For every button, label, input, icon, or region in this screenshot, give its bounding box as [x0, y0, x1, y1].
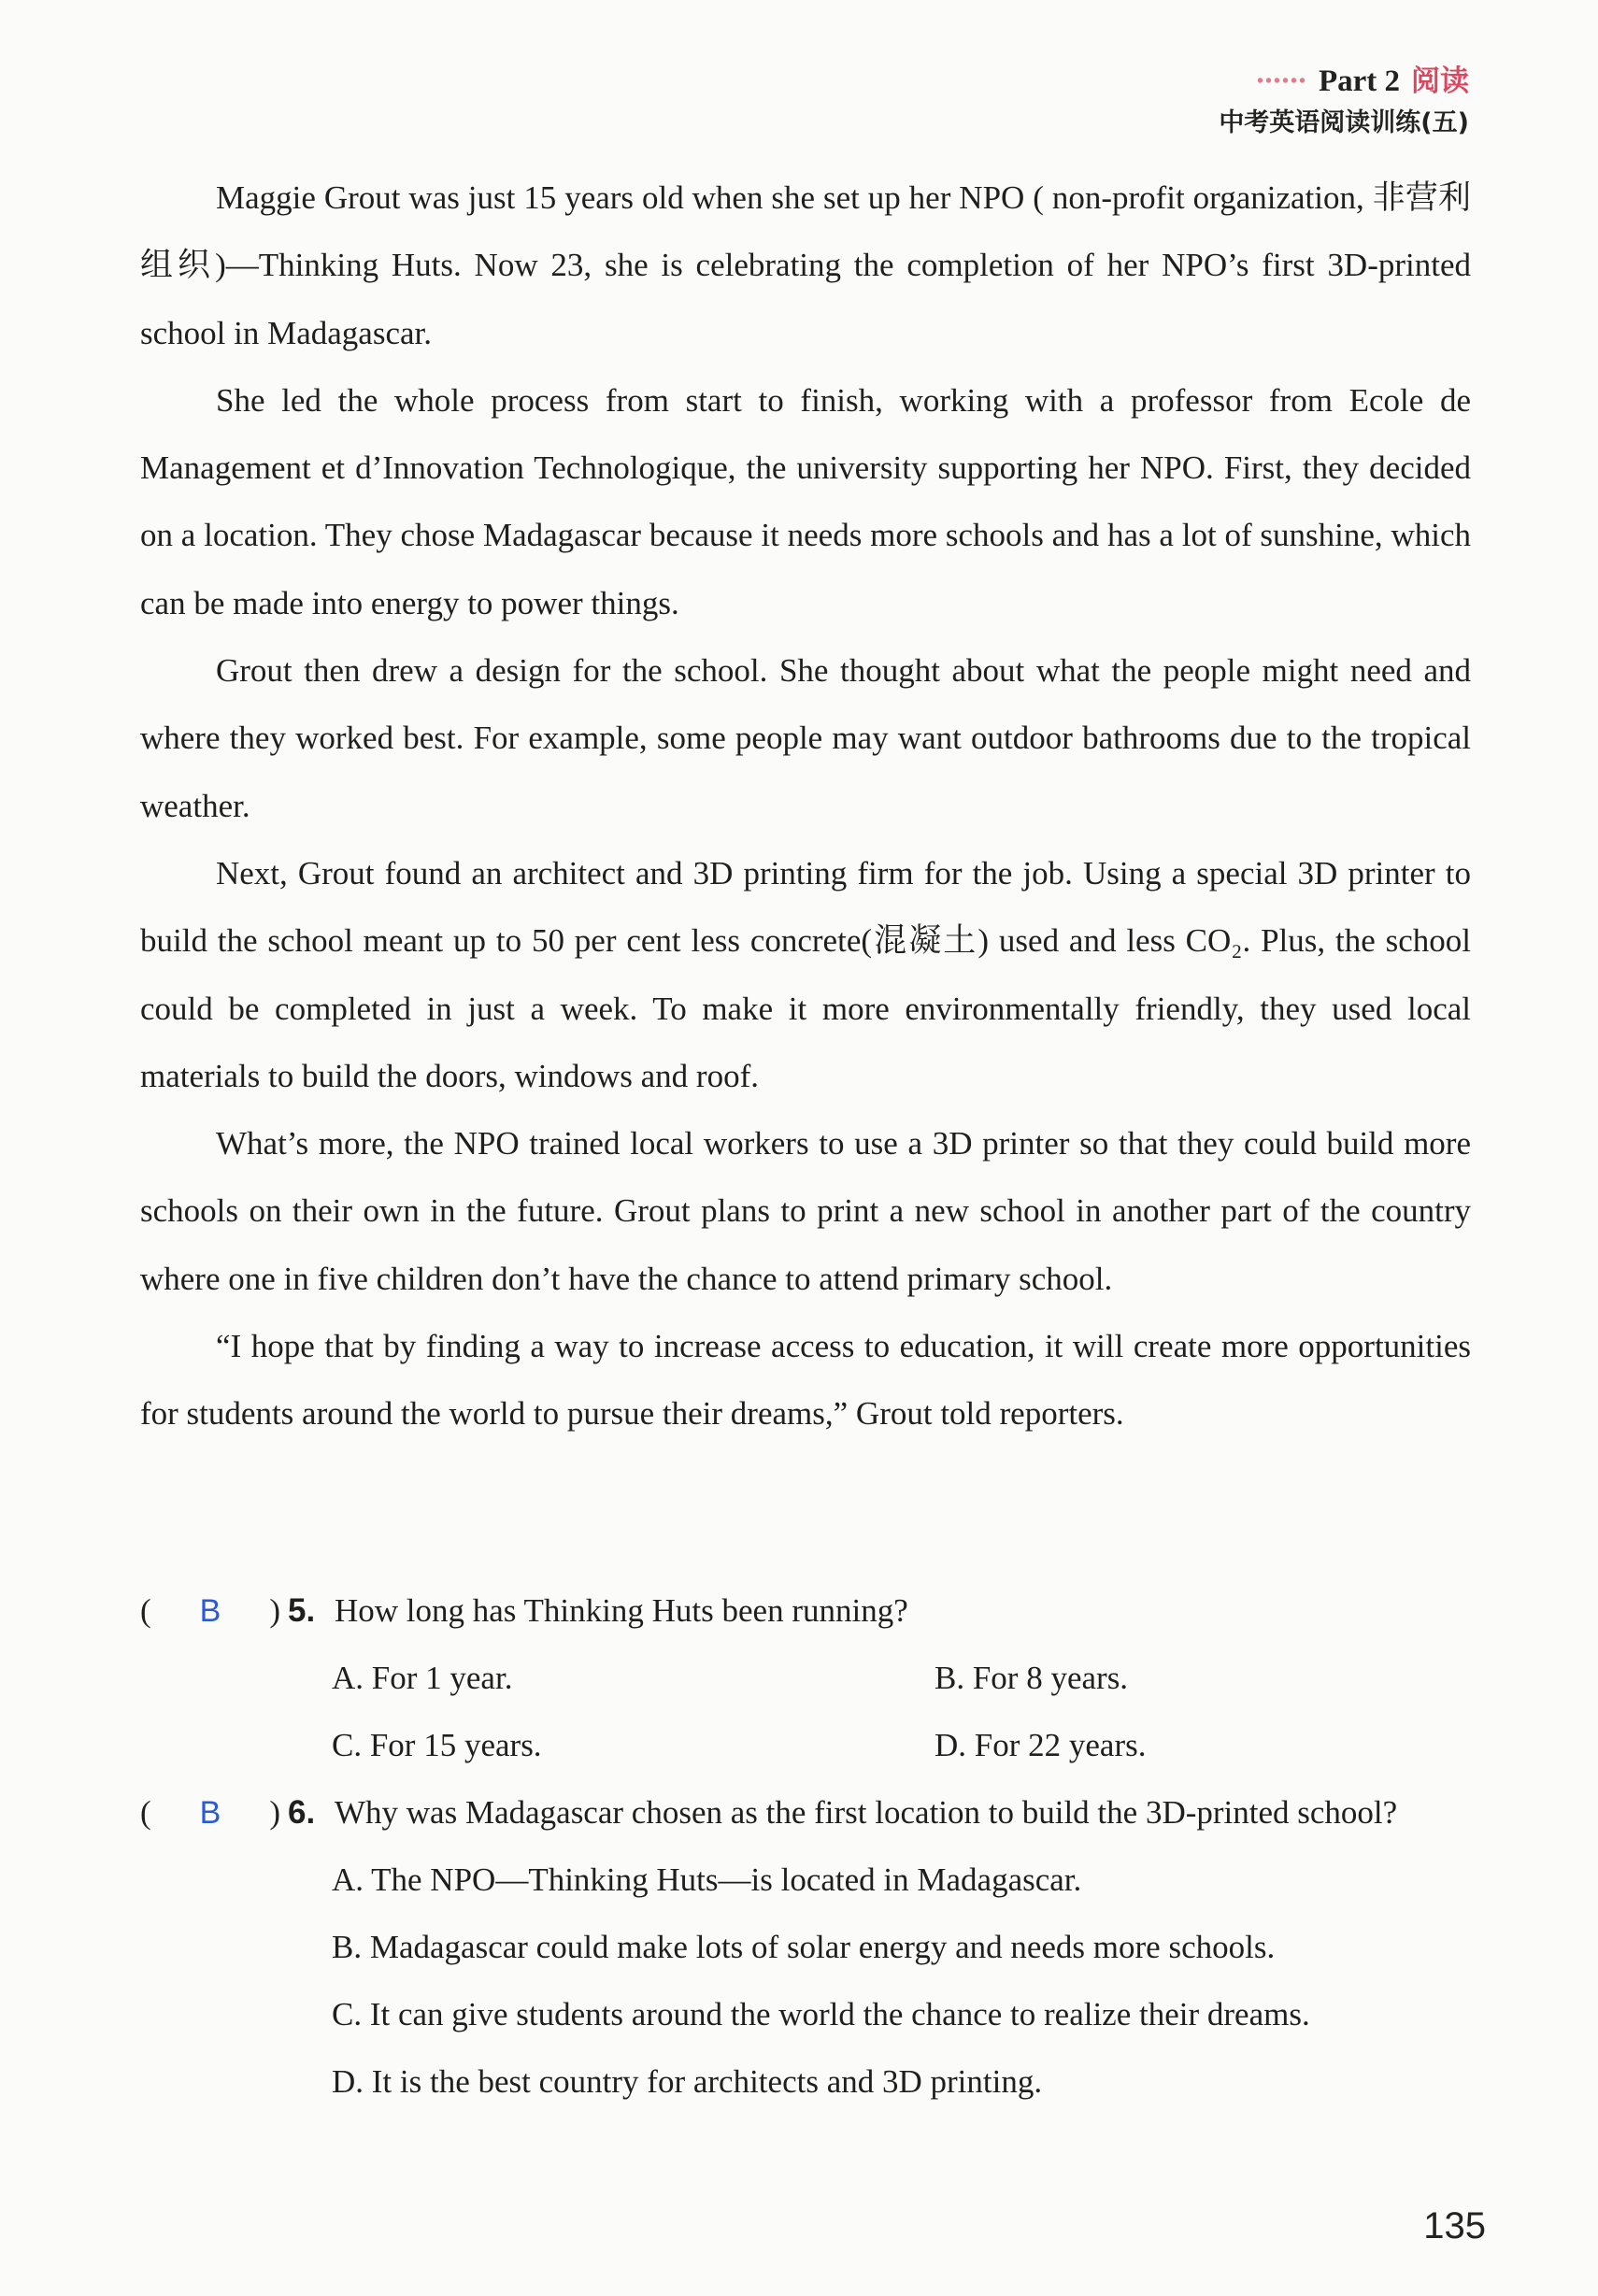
- bracket-close: ): [269, 1794, 280, 1831]
- option-list: [140, 1645, 1471, 1779]
- option-b: B. For 8 years.: [935, 1660, 1129, 1696]
- option-c: C. For 15 years.: [332, 1727, 542, 1763]
- question-stem: [140, 1577, 1471, 1645]
- paragraph: Maggie Grout was just 15 years old when she set up her NPO ( non-profit organization, 非营利组织)—Thinking Huts. Now 23, she is celebrating the completion of her NPO’s first 3D-printed school in Madagascar.: [140, 179, 1471, 351]
- question-text: Why was Madagascar chosen as the first location to build the 3D-printed school?: [335, 1794, 1398, 1831]
- answer-mark: B: [199, 1593, 221, 1629]
- paragraph: What’s more, the NPO trained local workers to use a 3D printer so that they could build more schools on their own in the future. Grout plans to print a new school in another part of the country where one in five children don’t have the chance to attend primary school.: [140, 1125, 1471, 1297]
- question-text: How long has Thinking Huts been running?: [335, 1592, 908, 1629]
- option-b: B. Madagascar could make lots of solar energy and needs more schools.: [332, 1929, 1276, 1965]
- question-6: [140, 1779, 1471, 2116]
- reading-passage: [140, 164, 1471, 1448]
- answer-bracket: [140, 1577, 280, 1645]
- answer-mark: B: [199, 1795, 221, 1831]
- option-a: A. The NPO—Thinking Huts—is located in Madagascar.: [332, 1861, 1082, 1898]
- decorative-dots: ••••••: [1256, 71, 1307, 92]
- page-header: [1219, 62, 1469, 142]
- question-stem: [140, 1779, 1471, 1847]
- header-subtitle: 中考英语阅读训练(五): [1219, 108, 1469, 137]
- option-d: D. For 22 years.: [935, 1727, 1147, 1763]
- question-5: [140, 1577, 1471, 1779]
- bracket-open: (: [140, 1592, 151, 1629]
- paragraph: She led the whole process from start to finish, working with a professor from Ecole de Management et d’Innovation Technologique, the university supporting her NPO. First, they decided on a location. They chose Madagascar because it needs more schools and has a lot of sunshine, which can be made into energy to power things.: [140, 381, 1471, 621]
- option-list: [140, 1847, 1471, 2116]
- option-a: A. For 1 year.: [332, 1660, 513, 1696]
- paragraph: “I hope that by finding a way to increase access to education, it will create more opportunities for students around the world to pursue their dreams,” Grout told reporters.: [140, 1328, 1471, 1433]
- header-title: [1219, 62, 1469, 101]
- section-label: 阅读: [1411, 64, 1469, 98]
- page-number: 135: [1423, 2205, 1486, 2246]
- option-c: C. It can give students around the world the chance to realize their dreams.: [332, 1996, 1310, 2032]
- bracket-open: (: [140, 1794, 151, 1831]
- question-number: 6.: [288, 1794, 316, 1831]
- answer-bracket: [140, 1779, 280, 1847]
- paragraph: Grout then drew a design for the school. She thought about what the people might need and where they worked best. For example, some people may want outdoor bathrooms due to the tropical weather.: [140, 652, 1471, 824]
- part-label: Part 2: [1318, 64, 1400, 98]
- option-d: D. It is the best country for architects and 3D printing.: [332, 2063, 1043, 2100]
- question-number: 5.: [288, 1592, 316, 1629]
- paragraph: Next, Grout found an architect and 3D printing firm for the job. Using a special 3D printer to build the school meant up to 50 per cent less concrete(混凝土) used and less CO₂. Plus, the school could be completed in just a week. To make it more environmentally friendly, they used local materials to build the doors, windows and roof.: [140, 854, 1471, 1094]
- bracket-close: ): [269, 1592, 280, 1629]
